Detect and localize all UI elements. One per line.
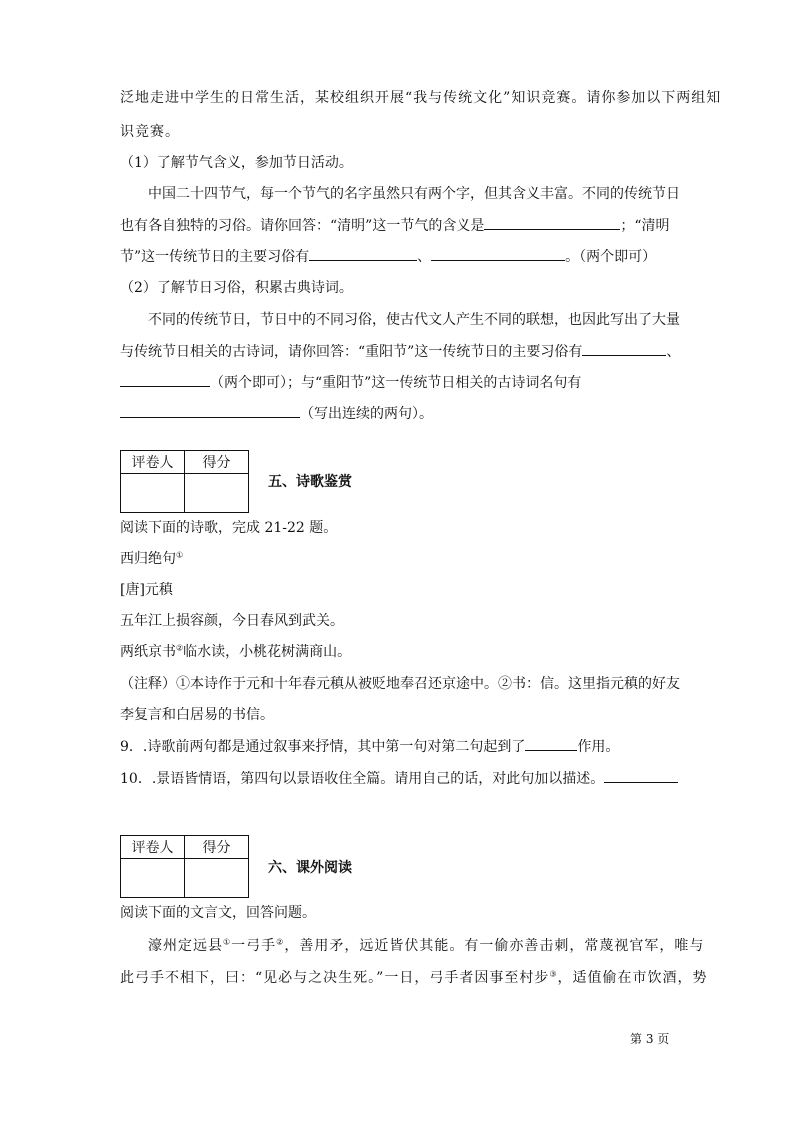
answer-blank-qingming-custom-1[interactable]	[309, 246, 417, 261]
score-table-score-header: 得分	[185, 451, 249, 474]
part1-paragraph-1: 中国二十四节气，每一个节气的名字虽然只有两个字，但其含义丰富。不同的传统节日	[148, 186, 680, 202]
poem-title-text: 西归绝句	[120, 551, 176, 567]
classical-text-2a: 此弓手不相下，曰：“见必与之决生死。”一日，弓手者因事至村步	[120, 970, 550, 986]
classical-note-2: ②	[276, 937, 285, 947]
part2-paragraph-3	[120, 372, 680, 393]
answer-blank-chongyang-custom-2[interactable]	[120, 372, 210, 387]
poem-line-2-b: 临水读，小桃花树满商山。	[183, 644, 352, 660]
poem-line-2-a: 两纸京书	[120, 644, 176, 660]
part2-p3-text: （两个即可）；与“重阳节”这一传统节日相关的古诗词名句有	[210, 375, 582, 391]
question-10	[120, 768, 680, 789]
score-table-score-header: 得分	[185, 836, 249, 859]
question-10-text: 10．.景语皆情语，第四句以景语收住全篇。请用自己的话，对此句加以描述。	[120, 771, 605, 787]
part2-paragraph-4	[120, 403, 680, 424]
part2-paragraph-2	[120, 341, 680, 362]
poem-annotation-2: 李复言和白居易的书信。	[120, 707, 274, 723]
score-table-grader-header: 评卷人	[121, 836, 185, 859]
answer-blank-question-10[interactable]	[604, 768, 678, 783]
intro-line-1: 泛地走进中学生的日常生活，某校组织开展“我与传统文化”知识竞赛。请你参加以下两组知	[120, 90, 722, 106]
classical-text-2b: ，适值偷在市饮酒，势	[557, 970, 708, 986]
score-table-score-cell[interactable]	[185, 859, 249, 898]
poem-line-2	[120, 642, 680, 662]
answer-blank-qingming-meaning[interactable]	[484, 215, 620, 230]
poem-line-2-note: ②	[176, 643, 184, 653]
section-6-title: 六、课外阅读	[268, 860, 352, 876]
part1-p2-text: 也有各自独特的习俗。请你回答：“清明”这一节气的含义是	[120, 218, 485, 234]
score-table-grader-cell[interactable]	[121, 859, 185, 898]
classical-note-1: ①	[223, 937, 232, 947]
question-9-end: 作用。	[577, 739, 620, 755]
classical-text-line-2	[120, 968, 708, 988]
answer-blank-question-9[interactable]	[525, 736, 577, 751]
part2-p2-sep: 、	[666, 344, 681, 360]
score-table-grader-header: 评卷人	[121, 451, 185, 474]
score-table-section-5	[120, 450, 249, 513]
poem-title	[120, 549, 680, 569]
question-9	[120, 736, 680, 757]
part1-p2-text-end: ；“清明	[620, 218, 670, 234]
intro-line-2: 识竞赛。	[120, 124, 180, 140]
answer-blank-chongyang-poem[interactable]	[120, 403, 300, 418]
poem-line-1: 五年江上损容颜，今日春风到武关。	[120, 613, 344, 629]
classical-text-line-1	[148, 936, 705, 956]
part1-p3-sep: 、	[417, 249, 432, 265]
answer-blank-qingming-custom-2[interactable]	[431, 246, 565, 261]
part2-paragraph-1: 不同的传统节日，节日中的不同习俗，使古代文人产生不同的联想，也因此写出了大量	[148, 312, 680, 328]
poem-title-note: ①	[176, 550, 184, 560]
part2-p2-text: 与传统节日相关的古诗词，请你回答：“重阳节”这一传统节日的主要习俗有	[120, 344, 583, 360]
score-table-grader-cell[interactable]	[121, 474, 185, 513]
score-table-score-cell[interactable]	[185, 474, 249, 513]
classical-note-3: ③	[549, 969, 558, 979]
section-5-title: 五、诗歌鉴赏	[268, 474, 352, 490]
part2-p4-text: （写出连续的两句）。	[300, 406, 433, 422]
part1-p3-end: 。（两个即可）	[565, 249, 657, 265]
answer-blank-chongyang-custom-1[interactable]	[582, 341, 666, 356]
classical-text-1c: ，善用矛，远近皆伏其能。有一偷亦善击刺，常蔑视官军，唯与	[284, 938, 705, 954]
poem-author: [唐]元稹	[120, 582, 173, 598]
page-number: 第 3 页	[630, 1032, 670, 1046]
poem-annotation-1: （注释）①本诗作于元和十年春元稹从被贬地奉召还京途中。②书：信。这里指元稹的好友	[120, 676, 680, 692]
section-5-instruction: 阅读下面的诗歌，完成 21-22 题。	[120, 520, 338, 536]
section-6-instruction: 阅读下面的文言文，回答问题。	[120, 905, 316, 921]
classical-text-1a: 濠州定远县	[148, 938, 223, 954]
score-table-section-6	[120, 835, 249, 898]
part1-p3-text: 节”这一传统节日的主要习俗有	[120, 249, 310, 265]
part2-title: （2）了解节日习俗，积累古典诗词。	[120, 280, 353, 296]
question-9-text: 9．.诗歌前两句都是通过叙事来抒情，其中第一句对第二句起到了	[120, 739, 526, 755]
part1-title: （1）了解节气含义，参加节日活动。	[120, 155, 353, 171]
part1-paragraph-3	[120, 246, 680, 267]
part1-paragraph-2	[120, 215, 680, 236]
classical-text-1b: 一弓手	[231, 938, 277, 954]
